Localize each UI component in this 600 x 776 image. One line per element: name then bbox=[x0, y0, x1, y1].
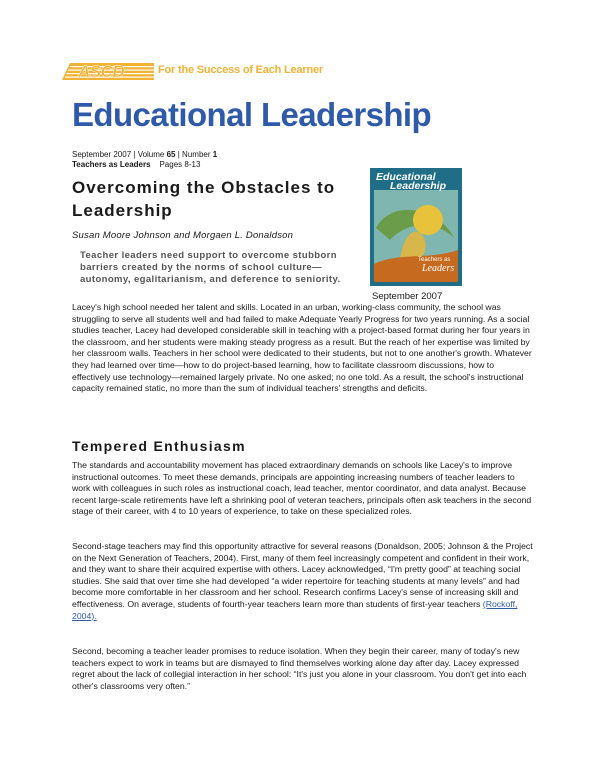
ascd-tagline: For the Success of Each Learner bbox=[158, 64, 323, 76]
issue-date: September 2007 bbox=[72, 150, 132, 159]
ascd-logo[interactable] bbox=[62, 60, 154, 80]
issue-line: September 2007 | Volume 65 | Number 1 bbox=[72, 150, 218, 159]
number-label: Number bbox=[182, 150, 211, 159]
body-paragraph-3 bbox=[72, 541, 534, 622]
volume-label: Volume bbox=[137, 150, 165, 159]
issue-theme: Teachers as Leaders bbox=[72, 160, 151, 169]
body-paragraph-1: Lacey's high school needed her talent and skills. Located in an urban, working-class community, the school was struggling to serve all students well and had failed to make Adequate Yearly Progress for two years running. As a social studies teacher, Lacey had developed considerable skill in teaching with a project-based format during her four years in the classroom, and her students were making steady progress as a result. But the reach of her expertise was limited by her classroom walls. Teachers in her school were dedicated to their students, but not to one another's growth. Whatever they had learned over time—how to do project-based learning, how to facilitate classroom discussions, how to effectively use technology—remained largely private. No one asked; no one told. As a result, the school's instructional capacity remained static, no more than the sum of individual teachers' strengths and deficits. bbox=[72, 302, 532, 394]
page-range: Pages 8-13 bbox=[159, 160, 201, 169]
cover-subtitle-big: Leaders bbox=[422, 263, 455, 274]
publication-title: Educational Leadership bbox=[72, 96, 432, 133]
magazine-cover-image[interactable] bbox=[370, 168, 462, 286]
rockoff-citation-link[interactable]: (Rockoff, 2004). bbox=[72, 598, 518, 621]
article-authors: Susan Moore Johnson and Morgaen L. Donaldson bbox=[72, 230, 294, 241]
cover-sun bbox=[413, 205, 443, 235]
cover-title-2: Leadership bbox=[390, 180, 447, 192]
issue-meta bbox=[72, 150, 217, 170]
cover-title-1: Educational bbox=[376, 171, 436, 183]
article-deck: Teacher leaders need support to overcome stubborn barriers created by the norms of school culture—autonomy, egalitarianism, and deference to seniority. bbox=[80, 250, 341, 285]
cover-caption: September 2007 bbox=[372, 291, 443, 302]
body-paragraph-2: The standards and accountability movement has placed extraordinary demands on schools like Lacey's to improve instructional outcomes. To meet these demands, principals are appointing increasing numbers of teacher leaders to work with colleagues in such roles as instructional coach, lead teacher, mentor coordinator, and data analyst. Because recent large-scale retirements have left a shrinking pool of veteran teachers, principals often ask teachers in the second stage of their career, with 4 to 10 years of experience, to take on these specialized roles. bbox=[72, 460, 532, 517]
theme-line bbox=[72, 160, 217, 170]
article-title: Overcoming the Obstacles to Leadership bbox=[72, 178, 336, 220]
body-paragraph-3-text: Second-stage teachers may find this opportunity attractive for several reasons (Donaldson, 2005; Johnson & the Project on the Next Generation of Teachers, 2004). First, many of them feel increasingly competent and confident in their work, and they want to share their acquired expertise with others. Lacey acknowledged, “I'm pretty good” at teaching social studies. She said that over time she had developed “a wider repertoire for teaching students at many levels” and had become more comfortable in her classroom and her school. Research confirms Lacey's sense of increasing skill and effectiveness. On average, students of fourth-year teachers learn more than students of first-year teachers bbox=[72, 541, 533, 609]
volume-number: 65 bbox=[166, 150, 176, 159]
body-paragraph-4: Second, becoming a teacher leader promises to reduce isolation. When they begin their career, many of today's new teachers expect to work in teams but are dismayed to find themselves working alone day after day. Lacey expressed regret about the lack of collegial interaction in her school: “It's just you alone in your classroom. You don't get into each other's classrooms very often.” bbox=[72, 646, 527, 691]
cover-subtitle-small: Teachers as bbox=[418, 257, 451, 263]
svg-text:ASCD: ASCD bbox=[78, 62, 125, 80]
section-heading: Tempered Enthusiasm bbox=[72, 438, 246, 454]
issue-number: 1 bbox=[212, 150, 218, 159]
